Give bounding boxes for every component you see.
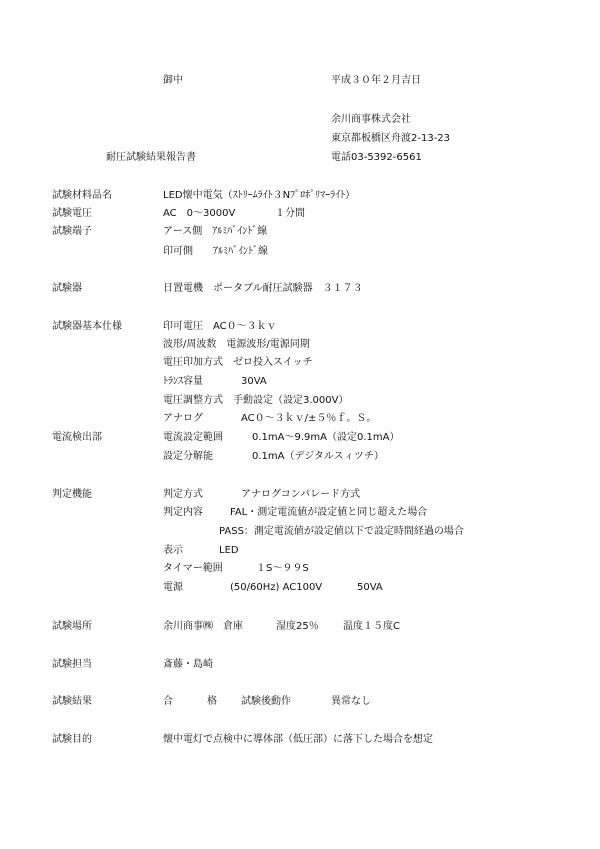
company-name: 余川商事株式会社 [331,114,411,125]
report-title: 耐圧試験結果報告書 [106,152,196,163]
current-resolution-value: 0.1mA（デジタルスィツチ） [252,451,384,462]
judgment-fal: FAL・測定電流値が設定値と同じ超えた場合 [230,507,428,518]
spec-analog-value: AC０～３ｋｖ/±５％ｆ。Ｓ。 [241,413,377,424]
timer-label: タイマー範囲 [163,563,223,574]
spec-adjustment: 電圧調整方式 手動設定（設定3.000V） [163,395,349,406]
instrument-label: 試験器 [52,283,82,294]
judgment-content-label: 判定内容 [163,507,203,518]
spec-waveform: 波形/周波数 電源波形/電源同期 [163,339,310,350]
judgment-method-value: アナログコンパレード方式 [241,489,361,500]
result-after-test: 試験後動作 [241,696,291,707]
power-frequency: (50/60Hz) AC100V [230,582,323,593]
current-range-value: 0.1mA～9.9mA（設定0.1mA） [252,432,400,443]
location-label: 試験場所 [52,621,92,632]
display-label: 表示 [163,545,183,556]
result-verdict-2: 格 [207,696,217,707]
judgment-label: 判定機能 [52,489,92,500]
material-label: 試験材料品名 [52,190,112,201]
location-place: 余川商事㈱ 倉庫 [163,621,243,632]
voltage-duration: １分間 [275,208,305,219]
spec-application-method: 電圧印加方式 ゼロ投入スイッチ [163,357,313,368]
person-label: 試験担当 [52,659,92,670]
location-temperature: 温度１５度C [343,621,400,632]
terminal-applied: 印可側 ｱﾙﾐﾊﾞｲﾝﾄﾞ線 [163,246,268,257]
material-value: LED懐中電気（ｽﾄﾘｰﾑﾗｲﾄ３Nﾌﾟﾛﾎﾟﾘﾏｰﾗｲﾄ） [163,190,356,201]
result-anomaly: 異常なし [331,696,371,707]
purpose-label: 試験目的 [52,734,92,745]
company-phone: 電話03-5392-6561 [331,152,422,163]
voltage-ac: AC 0～3000V [163,208,236,219]
current-label: 電流検出部 [52,432,102,443]
spec-label: 試験器基本仕様 [52,321,122,332]
current-resolution-label: 設定分解能 [163,451,213,462]
timer-value: １S～９９S [256,563,309,574]
spec-applied-voltage: 印可電圧 AC０～３ｋｖ [163,321,277,332]
terminal-earth: アース側 ｱﾙﾐﾊﾞｲﾝﾄﾞ線 [163,226,268,237]
purpose-value: 懐中電灯で点検中に導体部（低圧部）に落下した場合を想定 [163,734,433,745]
location-humidity: 湿度25％ [276,621,319,632]
judgment-pass: PASS：測定電流値が設定値以下で設定時間経過の場合 [219,526,464,537]
power-label: 電源 [163,582,183,593]
company-address: 東京都板橋区舟渡2-13-23 [331,133,451,144]
power-capacity: 50VA [357,582,383,593]
spec-analog-label: アナログ [163,413,203,424]
addressee: 御中 [163,75,183,86]
judgment-method-label: 判定方式 [163,489,203,500]
display-value: LED [219,545,239,556]
result-verdict-1: 合 [163,696,173,707]
terminals-label: 試験端子 [52,226,92,237]
date: 平成３０年２月吉日 [331,75,421,86]
result-label: 試験結果 [52,696,92,707]
current-range-label: 電流設定範囲 [163,432,223,443]
spec-transformer-value: 30VA [241,376,267,387]
person-value: 斎藤・島崎 [163,659,213,670]
instrument-value: 日置電機 ポータブル耐圧試験器 ３１７３ [163,283,363,294]
voltage-label: 試験電圧 [52,208,92,219]
spec-transformer-label: ﾄﾗﾝｽ容量 [163,376,203,387]
